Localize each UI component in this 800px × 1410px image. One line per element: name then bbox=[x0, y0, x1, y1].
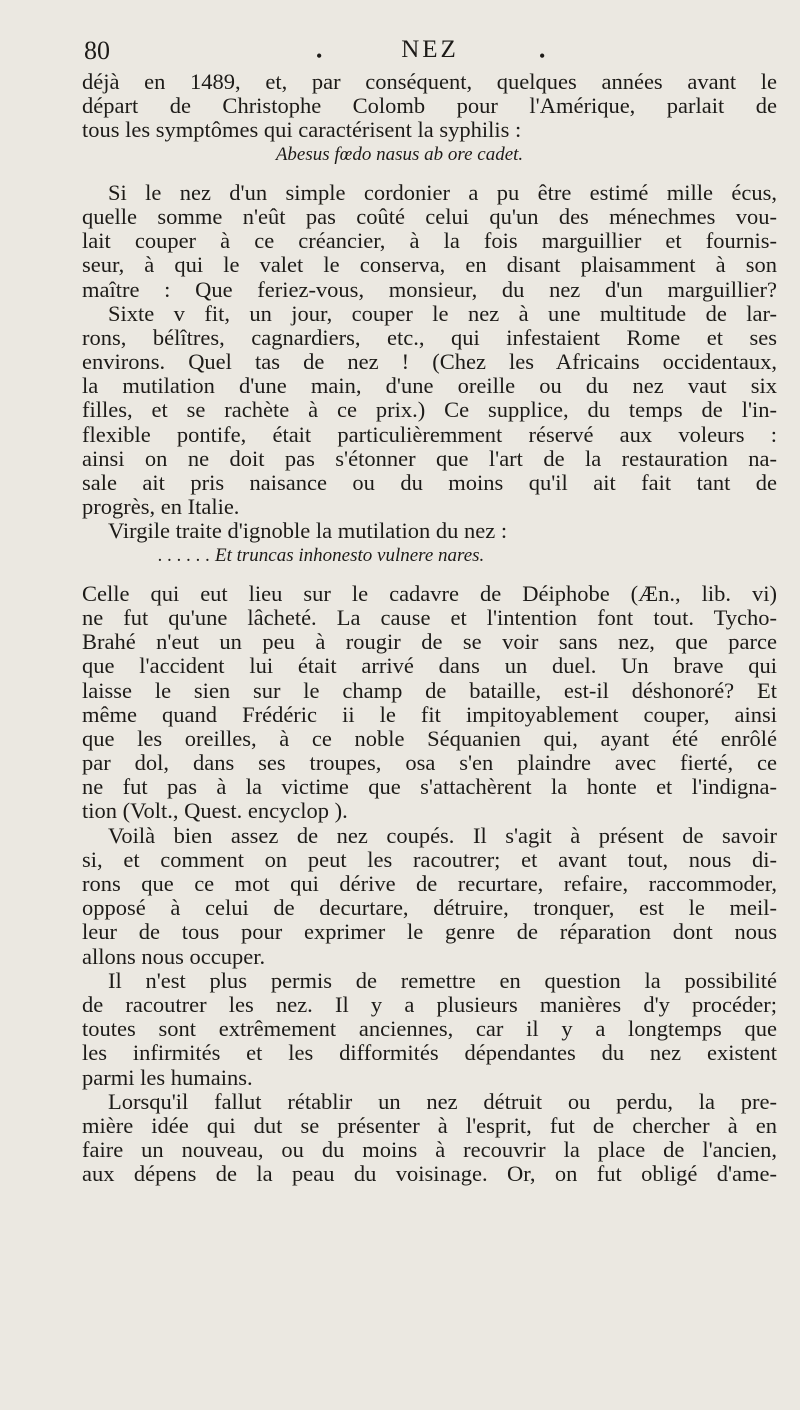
paragraph bbox=[82, 969, 777, 1090]
paragraph bbox=[82, 582, 777, 824]
text-line: leur de tous pour exprimer le genre de réparation dont nous bbox=[82, 919, 777, 945]
text-line: que l'accident lui était arrivé dans un duel. Un brave qui bbox=[82, 653, 777, 679]
text-line: lait couper à ce créancier, à la fois marguillier et fournis- bbox=[82, 228, 777, 254]
text-line: Lorsqu'il fallut rétablir un nez détruit ou perdu, la pre- bbox=[108, 1088, 777, 1114]
text-line: environs. Quel tas de nez ! (Chez les Africains occidentaux, bbox=[82, 349, 777, 375]
text-line: la mutilation d'une main, d'une oreille ou du nez vaut six bbox=[82, 373, 777, 399]
text-line: déjà en 1489, et, par conséquent, quelques années avant le bbox=[82, 69, 777, 94]
text-line: quelle somme n'eût pas coûté celui qu'un des ménechmes vou- bbox=[82, 203, 777, 229]
text-line: seur, à qui le valet le conserva, en disant plaisamment à son bbox=[82, 252, 777, 278]
text-line: progrès, en Italie. bbox=[82, 494, 240, 520]
text-line: ne fut pas à la victime que s'attachèrent la honte et l'indigna- bbox=[82, 774, 777, 800]
text-line: Celle qui eut lieu sur le cadavre de Déiphobe (Æn., lib. vi) bbox=[82, 580, 777, 606]
text-line: rons, bélîtres, cagnardiers, etc., qui infestaient Rome et ses bbox=[82, 324, 777, 350]
text-line: Virgile traite d'ignoble la mutilation du nez : bbox=[108, 518, 508, 544]
page-number: 80 bbox=[84, 36, 110, 65]
text-line: toutes sont extrêmement anciennes, car il y a longtemps que bbox=[82, 1016, 777, 1042]
running-head: NEZ bbox=[401, 36, 459, 63]
page-header bbox=[84, 36, 776, 66]
text-line: Sixte v fit, un jour, couper le nez à une multitude de lar- bbox=[108, 300, 777, 326]
text-line: parmi les humains. bbox=[82, 1064, 253, 1090]
text-line: ainsi on ne doit pas s'étonner que l'art de la restauration na- bbox=[82, 445, 777, 471]
text-line: ne fut qu'une lâcheté. La cause et l'intention font tout. Tycho- bbox=[82, 604, 777, 630]
text-line: Brahé n'eut un peu à rougir de se voir sans nez, que parce bbox=[82, 629, 777, 655]
text-line: par dol, dans ses troupes, osa s'en plaindre avec fierté, ce bbox=[82, 750, 777, 776]
paragraph bbox=[82, 302, 777, 520]
paragraph bbox=[82, 1090, 777, 1187]
text-line: départ de Christophe Colomb pour l'Amérique, parlait de bbox=[82, 93, 777, 119]
text-line: sale ait pris naisance ou du moins qu'il ait fait tant de bbox=[82, 470, 777, 495]
paragraph bbox=[82, 70, 777, 143]
text-line: aux dépens de la peau du voisinage. Or, on fut obligé d'ame- bbox=[82, 1161, 777, 1187]
text-line: Il n'est plus permis de remettre en question la possibilité bbox=[108, 967, 777, 993]
text-line: tous les symptômes qui caractérisent la syphilis : bbox=[82, 117, 522, 143]
text-line: Voilà bien assez de nez coupés. Il s'agit à présent de savoir bbox=[108, 822, 777, 848]
text-line: les infirmités et les difformités dépendantes du nez existent bbox=[82, 1040, 777, 1066]
text-line: tion (Volt., Quest. encyclop ). bbox=[82, 798, 348, 824]
text-line: rons que ce mot qui dérive de recurtare, refaire, raccommoder, bbox=[82, 871, 777, 896]
text-line: filles, et se rachète à ce prix.) Ce supplice, du temps de l'in- bbox=[82, 397, 777, 423]
text-line: allons nous occuper. bbox=[82, 943, 266, 969]
text-line: maître : Que feriez-vous, monsieur, du nez d'un marguillier? bbox=[82, 276, 777, 302]
text-line: mière idée qui dut se présenter à l'esprit, fut de chercher à en bbox=[82, 1112, 777, 1138]
text-line: flexible pontife, était particulièremment réservé aux voleurs : bbox=[82, 421, 777, 447]
text-line: faire un nouveau, ou du moins à recouvrir la place de l'ancien, bbox=[82, 1137, 777, 1163]
text-line: que les oreilles, à ce noble Séquanien qui, ayant été enrôlé bbox=[82, 725, 777, 751]
text-line: de racoutrer les nez. Il y a plusieurs manières d'y procéder; bbox=[82, 991, 777, 1017]
text-line: opposé à celui de decurtare, détruire, tronquer, est le meil- bbox=[82, 895, 777, 921]
paragraph bbox=[82, 181, 777, 302]
text-line: même quand Frédéric ii le fit impitoyablement couper, ainsi bbox=[82, 701, 777, 727]
ornament-dot: • bbox=[539, 46, 546, 66]
ornament-dot: • bbox=[316, 46, 323, 66]
text-line: si, et comment on peut les racoutrer; et avant tout, nous di- bbox=[82, 846, 777, 872]
text-line: Si le nez d'un simple cordonier a pu être estimé mille écus, bbox=[108, 179, 777, 205]
page-body bbox=[82, 70, 777, 1186]
verse-quote: Abesus fœdo nasus ab ore cadet. bbox=[275, 143, 524, 165]
text-line: laisse le sien sur le champ de bataille, est-il déshonoré? Et bbox=[82, 677, 777, 703]
verse-quote: . . . . . . Et truncas inhonesto vulnere nares. bbox=[158, 544, 485, 566]
paragraph bbox=[82, 824, 777, 969]
paragraph bbox=[82, 519, 777, 543]
